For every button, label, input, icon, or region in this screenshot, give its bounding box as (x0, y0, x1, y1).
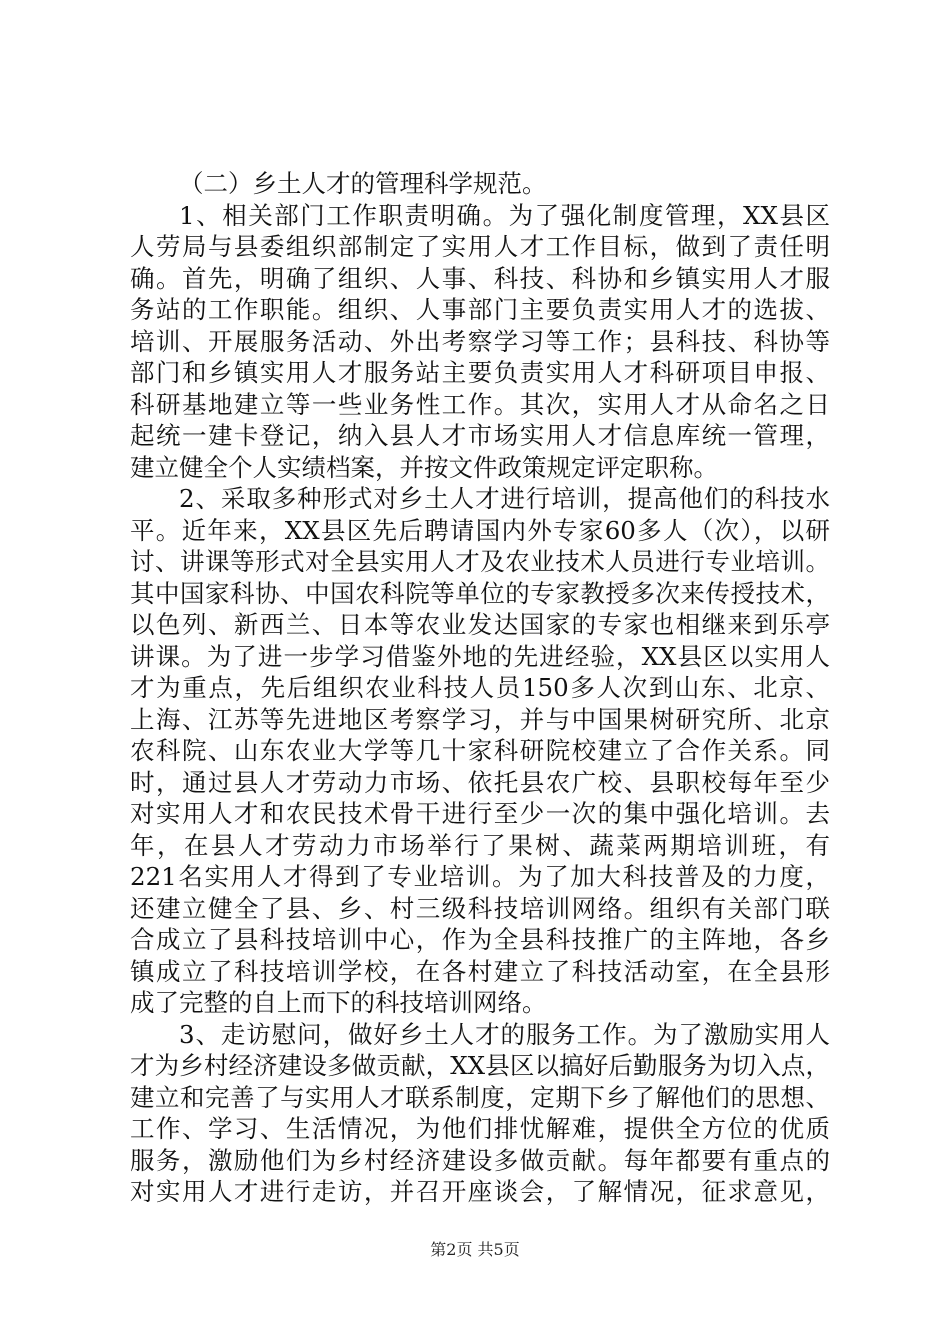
paragraph-line: 时，通过县人才劳动力市场、依托县农广校、县职校每年至少 (130, 767, 830, 797)
paragraph-line: 科研基地建立等一些业务性工作。其次，实用人才从命名之日 (130, 389, 830, 419)
paragraph-line: 镇成立了科技培训学校，在各村建立了科技活动室，在全县形 (130, 956, 830, 986)
paragraph-line: 才为乡村经济建设多做贡献，XX县区以搞好后勤服务为切入点， (130, 1051, 830, 1080)
paragraph-line: 人劳局与县委组织部制定了实用人才工作目标，做到了责任明 (130, 232, 830, 261)
paragraph-line: 221名实用人才得到了专业培训。为了加大科技普及的力度， (130, 862, 830, 891)
paragraph-line: 平。近年来，XX县区先后聘请国内外专家60多人（次），以研 (130, 515, 830, 545)
paragraph-line: 年，在县人才劳动力市场举行了果树、蔬菜两期培训班，有 (130, 830, 830, 860)
paragraph-line: 建立健全个人实绩档案，并按文件政策规定评定职称。 (130, 452, 718, 482)
paragraph-line: 成了完整的自上而下的科技培训网络。 (130, 988, 547, 1017)
paragraph-line: 其中国家科协、中国农科院等单位的专家教授多次来传授技术， (130, 578, 830, 608)
document-body (130, 168, 830, 1208)
page-number-label: 第2页 共5页 (430, 1240, 520, 1259)
paragraph-line: 才为重点，先后组织农业科技人员150多人次到山东、北京、 (130, 673, 830, 702)
paragraph-line: 还建立健全了县、乡、村三级科技培训网络。组织有关部门联 (130, 893, 830, 923)
section-heading: （二）乡土人才的管理科学规范。 (179, 169, 547, 198)
paragraph-line: 讲课。为了进一步学习借鉴外地的先进经验，XX县区以实用人 (130, 641, 830, 671)
paragraph-line: 起统一建卡登记，纳入县人才市场实用人才信息库统一管理， (130, 421, 830, 450)
page-footer (0, 1240, 950, 1260)
paragraph-line: 工作、学习、生活情况，为他们排忧解难，提供全方位的优质 (130, 1114, 830, 1143)
paragraph-line: 建立和完善了与实用人才联系制度，定期下乡了解他们的思想、 (130, 1082, 830, 1112)
paragraph-line: 对实用人才和农民技术骨干进行至少一次的集中强化培训。去 (130, 799, 830, 828)
paragraph-line: 讨、讲课等形式对全县实用人才及农业技术人员进行专业培训。 (130, 547, 830, 576)
paragraph-line: 2、采取多种形式对乡土人才进行培训，提高他们的科技水 (179, 484, 830, 513)
paragraph-line: 务站的工作职能。组织、人事部门主要负责实用人才的选拔、 (130, 295, 830, 324)
paragraph-line: 上海、江苏等先进地区考察学习，并与中国果树研究所、北京 (130, 704, 830, 734)
paragraph-line: 农科院、山东农业大学等几十家科研院校建立了合作关系。同 (130, 736, 830, 765)
paragraph-line: 培训、开展服务活动、外出考察学习等工作；县科技、科协等 (130, 326, 830, 356)
paragraph-line: 确。首先，明确了组织、人事、科技、科协和乡镇实用人才服 (130, 263, 830, 293)
paragraph-line: 以色列、新西兰、日本等农业发达国家的专家也相继来到乐亭 (130, 610, 830, 639)
paragraph-line: 部门和乡镇实用人才服务站主要负责实用人才科研项目申报、 (130, 358, 830, 387)
paragraph-line: 对实用人才进行走访，并召开座谈会，了解情况，征求意见， (130, 1177, 830, 1206)
paragraph-line: 1、相关部门工作职责明确。为了强化制度管理，XX县区 (179, 200, 830, 230)
paragraph-line: 合成立了县科技培训中心，作为全县科技推广的主阵地，各乡 (130, 925, 830, 954)
paragraph-line: 服务，激励他们为乡村经济建设多做贡献。每年都要有重点的 (130, 1145, 830, 1175)
paragraph-line: 3、走访慰问，做好乡土人才的服务工作。为了激励实用人 (179, 1019, 830, 1049)
